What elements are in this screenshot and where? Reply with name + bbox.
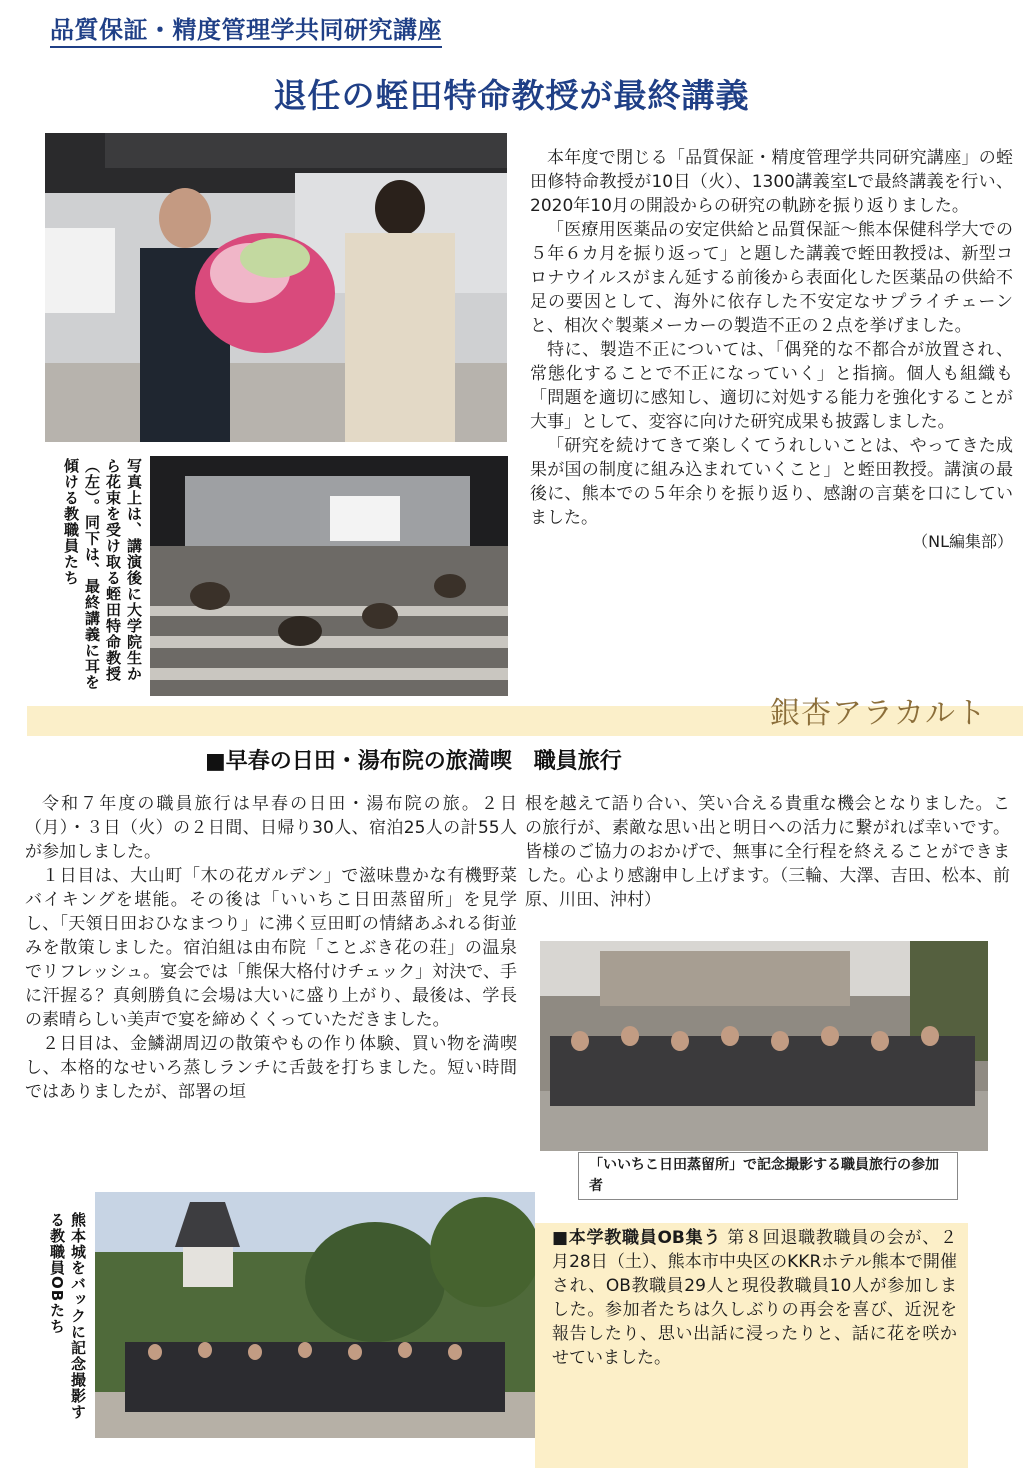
photo-lecture-hall [150,456,508,696]
trip-paragraph: ２日目は、金鱗湖周辺の散策やもの作り体験、買い物を満喫し、本格的なせいろ蒸しランチに舌鼓を打ちました。短い時間ではありましたが、部署の垣 [25,1034,517,1102]
article-paragraph: 「研究を続けてきて楽しくてうれしいことは、やってきた成果が国の制度に組み込まれていくこと」と蛭田教授。講演の最後に、熊本での５年余りを振り返り、感謝の言葉を口にしていました。 [530,436,1013,528]
photo-bouquet-presentation [45,133,507,442]
ob-article-body: 第８回退職教職員の会が、２月28日（土）、熊本市中央区のKKRホテル熊本で開催され、OB教職員29人と現役教職員10人が参加しました。参加者たちは久しぶりの再会を喜び、近況を報告したり、思い出話に浸ったりと、話に花を咲かせていました。 [552,1228,957,1368]
photo-kumamoto-castle-group [95,1192,535,1438]
trip-paragraph: 令和７年度の職員旅行は早春の日田・湯布院の旅。２日（月）・３日（火）の２日間、日帰り30人、宿泊25人の計55人が参加しました。 [25,794,517,862]
ob-article-lead: ■本学教職員OB集う [552,1228,722,1248]
article-paragraph: 特に、製造不正については、「偶発的な不都合が放置され、常態化することで不正になっていく」と指摘。個人も組織も「問題を適切に感知し、適切に対処する能力を強化することが大事」として、変容に向けた研究成果も披露しました。 [530,340,1013,432]
trip-title: ■早春の日田・湯布院の旅満喫 職員旅行 [205,749,622,774]
section-banner-title: 銀杏アラカルト [770,696,987,731]
article-paragraph: 「医療用医薬品の安定供給と品質保証～熊本保健科学大での５年６カ月を振り返って」と題した講義で蛭田教授は、新型コロナウイルスがまん延する前後から表面化した医薬品の供給不足の要因として、海外に依存した不安定なサプライチェーンと、相次ぐ製薬メーカーの製造不正の２点を挙げました。 [530,220,1013,336]
article-paragraph: 本年度で閉じる「品質保証・精度管理学共同研究講座」の蛭田修特命教授が10日（火）、1300講義室Lで最終講義を行い、2020年10月の開設からの研究の軌跡を振り返りました。 [530,148,1013,216]
series-title: 品質保証・精度管理学共同研究講座 [50,10,442,48]
trip-paragraph-continued: 根を越えて語り合い、笑い合える貴重な機会となりました。この旅行が、素敵な思い出と明日への活力に繋がれば幸いです。皆様のご協力のおかげで、無事に全行程を終えることができました。心より感謝申し上げます。（三輪、大澤、吉田、松本、前原、川田、沖村） [525,794,1010,910]
headline: 退任の蛭田特命教授が最終講義 [273,76,750,115]
trip-right-column [525,792,1010,912]
photo-caption-ob: 熊本城をバックに記念撮影する教職員OBたち [48,1212,87,1420]
photo-caption-distillery: 「いいちこ日田蒸留所」で記念撮影する職員旅行の参加者 [578,1152,958,1200]
ob-article-text [552,1226,957,1370]
trip-left-column [25,792,517,1104]
trip-paragraph: １日目は、大山町「木の花ガルデン」で滋味豊かな有機野菜バイキングを堪能。その後は「いいちこ日田蒸留所」を見学し、「天領日田おひなまつり」に沸く豆田町の情緒あふれる街並みを散策しました。宿泊組は由布院「ことぶき花の荘」の温泉でリフレッシュ。宴会では「熊保大格付けチェック」対決で、手に汗握る？真剣勝負に会場は大いに盛り上がり、最後は、学長の素晴らしい美声で宴を締めくくっていただきました。 [25,866,517,1030]
photo-distillery-group [540,941,988,1151]
article-credit: （NL編集部） [912,532,1013,551]
photo-caption-lecture: 写真上は、講演後に大学院生から花束を受け取る蛭田特命教授（左）。同下は、最終講義に耳を傾ける教職員たち [62,458,143,691]
article-body [530,146,1013,554]
